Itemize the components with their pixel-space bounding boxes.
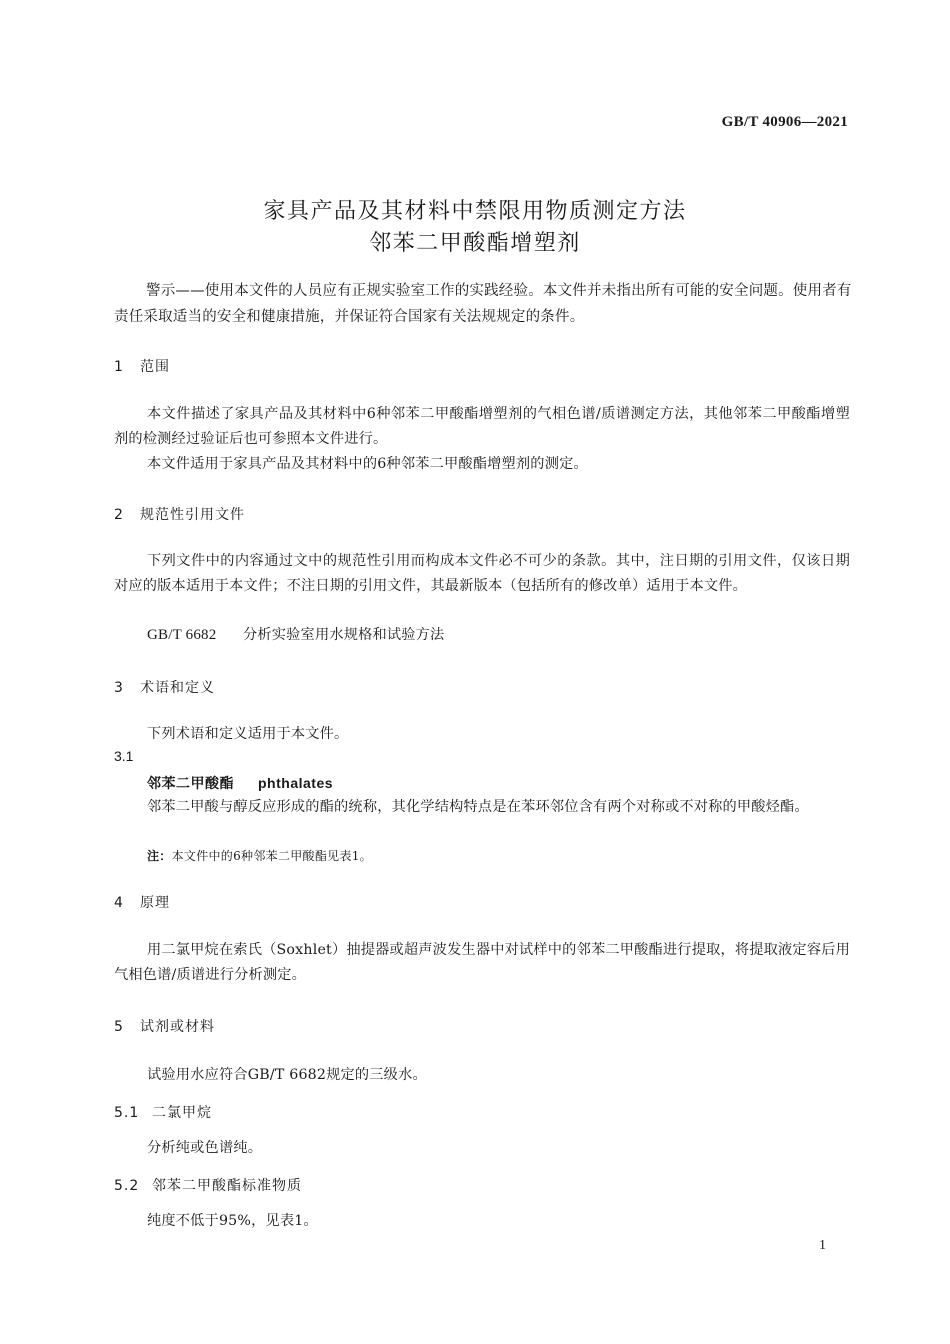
- reagents-paragraph: 试验用水应符合GB/T 6682规定的三级水。: [147, 1067, 427, 1083]
- section-number: 2: [114, 507, 124, 523]
- reference-code: GB/T 6682: [147, 627, 217, 643]
- section-title: 试剂或材料: [140, 1019, 215, 1035]
- scope-paragraph-1: 本文件描述了家具产品及其材料中6种邻苯二甲酸酯增塑剂的气相色谱/质谱测定方法，其他邻苯二甲酸酯增塑剂的检测经过验证后也可参照本文件进行。: [114, 406, 850, 447]
- phthalate-standards-purity: 纯度不低于95%，见表1。: [147, 1213, 318, 1229]
- references-paragraph: 下列文件中的内容通过文中的规范性引用而构成本文件必不可少的条款。其中，注日期的引用文件，仅该日期对应的版本适用于本文件；不注日期的引用文件，其最新版本（包括所有的修改单）适用于本文件。: [114, 553, 850, 594]
- section-number: 3: [114, 680, 124, 696]
- document-subtitle: 邻苯二甲酸酯增塑剂: [369, 231, 581, 256]
- subsection-title: 邻苯二甲酸酯标准物质: [152, 1178, 302, 1194]
- note-label: 注：: [147, 849, 172, 863]
- reference-title: 分析实验室用水规格和试验方法: [243, 627, 445, 643]
- term-definition: 邻苯二甲酸与醇反应形成的酯的统称，其化学结构特点是在苯环邻位含有两个对称或不对称的甲酸烃酯。: [147, 799, 809, 815]
- scope-paragraph-2: 本文件适用于家具产品及其材料中的6种邻苯二甲酸酯增塑剂的测定。: [147, 456, 588, 472]
- section-number: 4: [114, 895, 124, 911]
- section-title: 范围: [140, 359, 170, 375]
- standard-number: GB/T 40906—2021: [721, 114, 848, 130]
- principle-paragraph: 用二氯甲烷在索氏（Soxhlet）抽提器或超声波发生器中对试样中的邻苯二甲酸酯进行提取，将提取液定容后用气相色谱/质谱进行分析测定。: [114, 942, 850, 983]
- subsection-title: 二氯甲烷: [152, 1105, 212, 1121]
- document-title: 家具产品及其材料中禁限用物质测定方法: [263, 199, 687, 224]
- term-note: [147, 847, 372, 864]
- section-title: 原理: [140, 895, 170, 911]
- warning-paragraph: 警示——使用本文件的人员应有正规实验室工作的实践经验。本文件并未指出所有可能的安全问题。使用者有责任采取适当的安全和健康措施，并保证符合国家有关法规规定的条件。: [114, 283, 852, 325]
- page-number: 1: [819, 1238, 826, 1253]
- note-text: 本文件中的6种邻苯二甲酸酯见表1。: [171, 849, 372, 863]
- section-heading-terms: [114, 677, 215, 697]
- term-english: phthalates: [258, 775, 334, 791]
- term-entry: [147, 773, 333, 793]
- reference-entry: [147, 624, 444, 644]
- term-number: 3.1: [114, 748, 134, 764]
- section-heading-reagents: [114, 1016, 215, 1036]
- section-title: 术语和定义: [140, 680, 215, 696]
- section-heading-principle: [114, 892, 170, 912]
- subsection-heading-dichloromethane: [114, 1102, 212, 1122]
- section-number: 1: [114, 359, 124, 375]
- subsection-number: 5.1: [114, 1105, 140, 1121]
- section-heading-scope: [114, 356, 170, 376]
- dichloromethane-grade: 分析纯或色谱纯。: [147, 1140, 263, 1156]
- terms-intro: 下列术语和定义适用于本文件。: [147, 726, 349, 742]
- section-heading-normative-references: [114, 504, 245, 524]
- subsection-number: 5.2: [114, 1178, 140, 1194]
- subsection-heading-phthalate-standards: [114, 1175, 302, 1195]
- section-number: 5: [114, 1019, 124, 1035]
- section-title: 规范性引用文件: [140, 507, 245, 523]
- term-chinese: 邻苯二甲酸酯: [147, 776, 234, 792]
